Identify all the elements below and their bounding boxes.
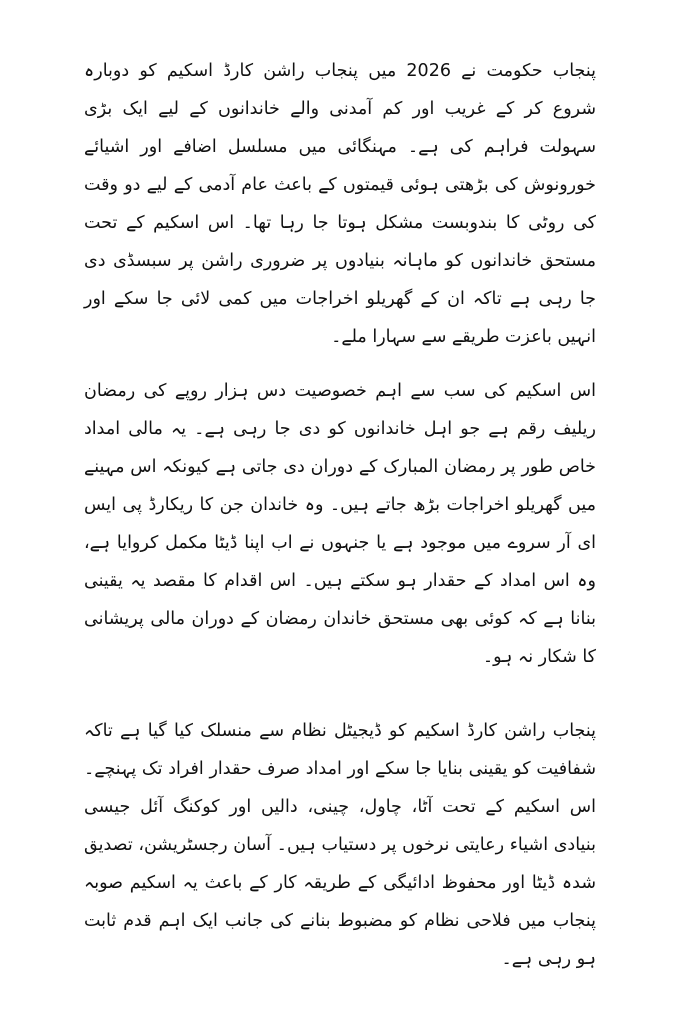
paragraph-digital-system-and-items: پنجاب راشن کارڈ اسکیم کو ڈیجیٹل نظام سے منسلک کیا گیا ہے تاکہ شفافیت کو یقینی بنایا جا سکے اور امداد صرف حقدار افراد تک پہنچے۔ اس اسکیم کے تحت آٹا، چاول، چینی، دالیں اور کوکنگ آئل جیسی بنیادی اشیاء رعایتی نرخوں پر دستیاب ہیں۔ آسان رجسٹریشن، تصدیق شدہ ڈیٹا اور محفوظ ادائیگی کے طریقہ کار کے باعث یہ اسکیم صوبہ پنجاب میں فلاحی نظام کو مضبوط بنانے کی جانب ایک اہم قدم ثابت ہو رہی ہے۔ (84, 721, 596, 969)
paragraph-ramzan-relief-amount: اس اسکیم کی سب سے اہم خصوصیت دس ہزار روپے کی رمضان ریلیف رقم ہے جو اہل خاندانوں کو دی جا رہی ہے۔ یہ مالی امداد خاص طور پر رمضان المبارک کے دوران دی جاتی ہے کیونکہ اس مہینے میں گھریلو اخراجات بڑھ جاتے ہیں۔ وہ خاندان جن کا ریکارڈ پی ایس ای آر سروے میں موجود ہے یا جنہوں نے اب اپنا ڈیٹا مکمل کروایا ہے، وہ اس امداد کے حقدار ہو سکتے ہیں۔ اس اقدام کا مقصد یہ یقینی بنانا ہے کہ کوئی بھی مستحق خاندان رمضان کے دوران مالی پریشانی کا شکار نہ ہو۔ (84, 381, 596, 667)
paragraph-punjab-ration-card-scheme-intro: پنجاب حکومت نے 2026 میں پنجاب راشن کارڈ اسکیم کو دوبارہ شروع کر کے غریب اور کم آمدنی والے خاندانوں کے لیے ایک بڑی سہولت فراہم کی ہے۔ مہنگائی میں مسلسل اضافے اور اشیائے خورونوش کی بڑھتی ہوئی قیمتوں کے باعث عام آدمی کے لیے دو وقت کی روٹی کا بندوبست مشکل ہوتا جا رہا تھا۔ اس اسکیم کے تحت مستحق خاندانوں کو ماہانہ بنیادوں پر ضروری راشن پر سبسڈی دی جا رہی ہے تاکہ ان کے گھریلو اخراجات میں کمی لائی جا سکے اور انہیں باعزت طریقے سے سہارا ملے۔ (84, 61, 597, 347)
